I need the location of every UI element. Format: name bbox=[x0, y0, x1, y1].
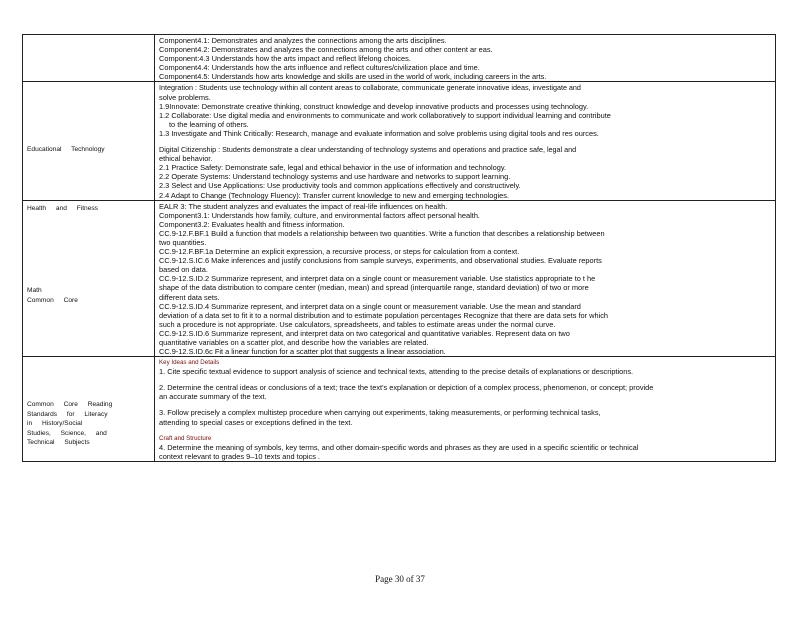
standard-text-line: 2.2 Operate Systems: Understand technology systems and use hardware and networks to support learning. bbox=[159, 172, 511, 182]
standards-cell bbox=[155, 357, 776, 462]
standard-text-line: 2.1 Practice Safety: Demonstrate safe, legal and ethical behavior in the use of information and technology. bbox=[159, 163, 507, 173]
standard-text-line: an accurate summary of the text. bbox=[159, 392, 267, 402]
section-heading: Key Ideas and Details bbox=[159, 359, 220, 367]
standard-text-line: Component4.4: Understands how the arts influence and reflect cultures/civilization place and time. bbox=[159, 63, 480, 73]
standard-text-line: CC.9-12.F.BF.1a Determine an explicit expression, a recursive process, or steps for calculation from a context. bbox=[159, 247, 520, 257]
subject-label: in History/Social bbox=[27, 420, 83, 428]
spacer bbox=[159, 376, 772, 383]
standard-text-line: ethical behavior. bbox=[159, 154, 213, 164]
section-heading: Craft and Structure bbox=[159, 434, 212, 442]
subject-label: Studies, Science, and bbox=[27, 429, 107, 437]
standard-text-line: solve problems. bbox=[159, 92, 211, 102]
standard-text-line: 2.4 Adapt to Change (Technology Fluency): Transfer current knowledge to new and emerging technologies. bbox=[159, 190, 510, 200]
subject-label: Standards for Literacy bbox=[27, 410, 108, 418]
standard-text-line: 3. Follow precisely a complex multistep procedure when carrying out experiments, taking measurements, or performing technical tasks, bbox=[159, 408, 601, 418]
subject-label-cell bbox=[23, 357, 155, 462]
standard-text-line: Component4.2: Demonstrates and analyzes the connections among the arts and other content ar eas. bbox=[159, 45, 493, 55]
standard-text-line: Component3.2: Evaluates health and fitness information. bbox=[159, 219, 345, 229]
standard-text-line: attending to special cases or exceptions defined in the text. bbox=[159, 417, 353, 427]
standard-text-line: CC.9-12.S.ID.2 Summarize represent, and interpret data on a single count or measurement variable. Use statistics appropriate to t he bbox=[159, 274, 596, 284]
table-row bbox=[23, 35, 776, 82]
standard-text-line: context relevant to grades 9–10 texts and topics . bbox=[159, 451, 321, 461]
spacer bbox=[159, 138, 772, 145]
standard-text-line: Component4.5: Understands how arts knowledge and skills are used in the world of work, including careers in the arts. bbox=[159, 72, 547, 82]
table-row bbox=[23, 357, 776, 462]
standard-text-line: Component:4.3 Understands how the arts impact and reflect lifelong choices. bbox=[159, 54, 411, 64]
standard-text-line: such a procedure is not appropriate. Use calculators, spreadsheets, and tables to estimate areas under the normal curve. bbox=[159, 319, 556, 329]
standard-text-line: 2. Determine the central ideas or conclusions of a text; trace the text's explanation or depiction of a complex process, phenomenon, or concept; provide bbox=[159, 383, 654, 393]
table-row bbox=[23, 200, 776, 357]
standards-cell bbox=[155, 35, 776, 82]
standard-text-line: two quantities. bbox=[159, 237, 207, 247]
standard-text-line: Component3.1: Understands how family, culture, and environmental factors affect personal health. bbox=[159, 210, 480, 220]
standards-cell bbox=[155, 200, 776, 357]
table-row bbox=[23, 82, 776, 200]
standard-text-line: quantitative variables on a scatter plot, and describe how the variables are related. bbox=[159, 338, 429, 347]
subject-label: Educational Technology bbox=[27, 146, 105, 154]
standard-text-line: different data sets. bbox=[159, 292, 220, 302]
subject-label-cell bbox=[23, 82, 155, 200]
page-number: Page 30 of 37 bbox=[375, 574, 425, 584]
standard-text-line: to the learning of others. bbox=[169, 119, 249, 129]
standard-text-line: 1. Cite specific textual evidence to support analysis of science and technical texts, attending to the precise details of explanations or descriptions. bbox=[159, 367, 634, 377]
subject-label: Math bbox=[27, 287, 42, 295]
standard-text-line: CC.9-12.F.BF.1 Build a function that models a relationship between two quantities. Write a function that describes a relationship between bbox=[159, 228, 605, 238]
standard-text-line: deviation of a data set to fit it to a normal distribution and to estimate population percentages Recognize that there are data sets for which bbox=[159, 310, 609, 320]
standard-text-line: based on data. bbox=[159, 265, 208, 275]
standards-table bbox=[22, 34, 776, 462]
standard-text-line: CC.9-12.S.IC.6 Make inferences and justify conclusions from sample surveys, experiments, and observational studies. Evaluate reports bbox=[159, 256, 602, 266]
subject-label: Health and Fitness bbox=[27, 204, 98, 212]
standard-text-line: 1.9Innovate: Demonstrate creative thinking, construct knowledge and develop innovative products and processes using technology. bbox=[159, 101, 589, 111]
standard-text-line: EALR 3: The student analyzes and evaluates the impact of real-life influences on health. bbox=[159, 201, 448, 211]
standard-text-line: Component4.1: Demonstrates and analyzes the connections among the arts disciplines. bbox=[159, 36, 447, 45]
subject-label: Common Core Reading bbox=[27, 401, 113, 409]
standard-text-line: CC.9-12.S.ID.6c Fit a linear function for a scatter plot that suggests a linear association. bbox=[159, 347, 446, 357]
subject-label-cell bbox=[23, 200, 155, 357]
section-heading: Digital Citizenship : Students demonstrate a clear understanding of technology systems and operations and practice safe, legal and bbox=[159, 145, 577, 155]
standard-text-line: shape of the data distribution to compare center (median, mean) and spread (interquartile range, standard deviation) of two or more bbox=[159, 283, 589, 293]
standard-text-line: 4. Determine the meaning of symbols, key terms, and other domain-specific words and phrases as they are used in a specific scientific or technical bbox=[159, 442, 639, 452]
standard-text-line: CC.9-12.S.ID.4 Summarize represent, and interpret data on a single count or measurement variable. Use the mean and standard bbox=[159, 301, 581, 311]
subject-label: Technical Subjects bbox=[27, 439, 90, 447]
spacer bbox=[159, 401, 772, 408]
spacer bbox=[159, 427, 772, 434]
standard-text-line: 1.2 Collaborate: Use digital media and environments to communicate and work collaboratively to support individual learning and contribute bbox=[159, 110, 611, 120]
standard-text-line: 2.3 Select and Use Applications: Use productivity tools and common applications effectively and constructively. bbox=[159, 181, 521, 191]
subject-label-cell bbox=[23, 35, 155, 82]
standard-text-line: CC.9-12.S.ID.6 Summarize represent, and interpret data on two categorical and quantitative variables. Represent data on two bbox=[159, 328, 570, 338]
standards-cell bbox=[155, 82, 776, 200]
section-heading: Integration : Students use technology within all content areas to collaborate, communicate generate innovative ideas, investigate and bbox=[159, 83, 581, 93]
subject-label: Common Core bbox=[27, 296, 78, 304]
standard-text-line: 1.3 Investigate and Think Critically: Research, manage and evaluate information and solve problems using digital tools and res ources. bbox=[159, 128, 599, 138]
